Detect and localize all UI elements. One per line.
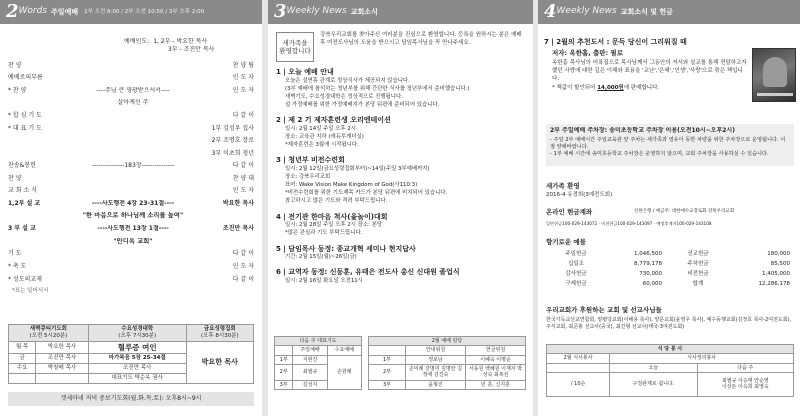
order-left: 교 회 소 식 [8,187,37,195]
offering-category: 감사헌금 [565,270,587,277]
offering-row [546,249,794,259]
news-line: 장소: 교육관 지하 (에듀투게더실) [285,134,364,141]
worship-order-list [0,53,262,286]
table-row: 1부 지현진 손원래 [275,355,362,364]
page-number: 3 [274,0,286,22]
table-row: 2부 손미례 강명미 김명란 김정애 김진숙 서동원 백혜원 이재자 박성숙 최복선 [369,364,526,380]
news-item [276,268,526,285]
order-left: * 찬 양 [8,86,27,94]
order-middle: "안디옥 교회" [113,237,153,245]
header-subtitle: Weekly News [286,6,347,17]
order-row [8,198,254,211]
leader-label: 예배인도: [124,38,150,45]
news-line: 일시: 2월 12일(금요성령집회부터)~14일(주일 3부예배까지) [285,166,430,173]
order-right: 인 도 자 [232,187,254,195]
table-row: 월·목 박요한 목사 혈루증 여인 박요한 목사 [9,341,254,353]
offering-amount: 12,286,178 [758,280,790,287]
book-title: 7 | 2월의 추천도서 : 문득 당신이 그리워질 때 [544,38,687,46]
news-line: *많은 관심과 기도 부탁드립니다. [285,230,363,237]
news-title: 5 | 담임목사 동정: 종교개혁 세미나 현지답사 [276,244,416,253]
order-left: 찬 양 [8,174,22,182]
order-row [8,59,254,72]
news-item [276,245,526,262]
order-right: 찬 양 팀 [232,61,254,69]
header-subtitle: Words [18,6,48,17]
offering-category: 합계 [692,280,704,287]
offering-amount: 730,000 [639,270,662,277]
duty-table: 2월 예배 담당 안내위원 헌금위원 1부 정로남 이혜숙 이명순 2부 손미례 강명미 김명란 김정애 김진숙 서동원 백혜원 이재자 박성숙 최복선 3부 윤형진 민 훈, 신지훈 [368,336,526,390]
welcome-box: 새가족을 환영합니다 [276,32,314,62]
page-number: 2 [6,0,18,22]
service-header: 새벽큐티기도회 (오전 5시20분) [9,325,89,342]
news-line: 일시: 2월 14일 주일 오후 2시 [285,125,356,132]
mission-section: 우리교회가 후원하는 교회 및 선교사님들 한국기독교선교연합회, 양평당교회(이해용 목사), 양문교회(윤영우 목사), 예수동행교회(김정호 목사-2여전도회), 주식교회, 최준홍 선교사(중국), 최진형 선교사(태국-3여전도회) [546,306,792,331]
news-title: 3 | 청년부 비전수련회 [276,156,345,165]
order-right: 다 같 이 [232,275,254,283]
page-news-offering [538,0,800,416]
page-header [0,0,262,24]
book-price: * 책값이 할인되어 14,000원에 판매합니다. [552,84,660,91]
order-left: 예배로의부름 [8,74,43,82]
offering-amount: 60,000 [642,280,662,287]
order-right: 박요한 목사 [222,200,254,208]
order-right: 2부 조명호 장로 [211,137,254,145]
order-row [8,160,254,173]
order-row [8,97,254,110]
offering-amount: 8,779,178 [634,260,662,267]
order-left: * 대 표 기 도 [8,124,42,132]
order-middle: ----주님 큰 영광받으셔서---- [96,86,170,94]
news-line: 기간: 2월 15일(월)~26일(금) [285,254,357,261]
offering-row [546,259,794,269]
order-right: 조진만 목사 [222,225,254,233]
header-title: 주일예배 [51,7,79,16]
order-row [8,273,254,286]
order-row [8,147,254,160]
table-row: 3부 길성지 [275,380,362,389]
news-line: 장소: 강북우리교회 [285,174,331,181]
offering-table [546,249,794,289]
order-row [8,122,254,135]
order-left: 3 부 설 교 [8,225,36,233]
news-item [276,68,526,109]
offering-amount: 85,500 [770,260,790,267]
offering-category: 주일헌금 [565,250,587,257]
order-left: * 합 심 기 도 [8,111,42,119]
prayer-table: 다음 주 대표기도 주일예배 수요예배 1부 지현진 손원래 2부 최필규 3부 길성지 [274,336,362,390]
order-right: 다 같 이 [232,111,254,119]
service-header: 금요성령집회 (오후 8시30분) [186,325,253,342]
table-row: / 10순 구청관계로 쉽니다. 최필규 이승태 안순영 이상돈 이옥희 최영숙 [547,372,794,396]
news-item [276,156,526,205]
offering-row [546,269,794,279]
offering-amount: 1,046,500 [634,250,662,257]
order-right: 1부 김성우 집사 [211,124,254,132]
order-left: 찬송&봉헌 [8,162,36,170]
order-middle: 살아계신 주 [117,99,149,107]
page-header [268,0,533,24]
news-line: *제자훈련은 3월에 시작됩니다. [285,142,359,149]
order-right: 찬 양 대 [232,174,254,182]
order-row [8,185,254,198]
news-title: 1 | 오늘 예배 안내 [276,68,334,76]
book-author: 저자: 옥한흠, 출판: 필로 [552,48,623,57]
header-title: 교회소식 [350,7,378,16]
order-right: 3부 이초희 청년 [211,149,254,157]
header-subtitle: Weekly News [556,6,617,17]
order-row [8,210,254,223]
book-section [544,38,796,104]
prayer-meeting-footer: 겟세마네 저녁 중보기도회(월.화.목.토): 오후8시~9시 [8,392,254,406]
offering-row [546,279,794,289]
newfamily-section: 새가족 환영 2016-4 유정희(3예전도회) [546,182,613,199]
book-description: 옥한흠 목사님의 어록집으로 목사님께서 그동안의 저서와 설교를 통해 전달하고자 했던 사랑에 대한 깊은 이해와 표용을 '교난','은혜','인생','사랑'으로 묶은 책입니다. [552,59,747,82]
news-line: 일시: 2월 16일 화요일 오전11시 [285,278,363,285]
table-row: 3부 윤형진 민 훈, 신지훈 [369,380,526,389]
parking-notice: 2부 주일예배 주차장: 송미초등학교 주차장 이용(오전10시~오후2시) - 주일 2부 예배시간 주일교육관 앞 주차는 새가족과 영유아 동반 차량을 위한 주차장으로 운영됩니다. 이 점 양해바랍니다. - 1부 예배 시간에 송미초등학교 주차장은 운영하지 않으며, 교회 주차장을 사용하실 수 있습니다. [546,124,794,166]
offering-category: 십일조 [568,260,584,267]
online-account-section: 온라인 현금계좌 신한은행 / 예금주: 대한예수교장로회 강북우리교회 일반헌금100-029-143072 · 비전헌금100-029-143097 · 예정후계자100-029-143108 [546,208,735,227]
order-row [8,135,254,148]
order-left: * 성도의교제 [8,275,42,283]
order-middle: "한 마음으로 하나님께 소리를 높여" [82,212,184,220]
order-middle: ----사도행전 13장 1절---- [97,225,169,233]
leader-item: 1, 2부 - 박요한 목사 [153,38,208,45]
page-number: 4 [544,0,556,22]
table-row: 수요 박창배 목사 조진만 목사 [9,364,254,374]
page-worship-order [0,0,262,416]
leader-item: 3부 - 조진만 목사 [168,45,215,53]
order-row [8,261,254,274]
order-left: 1,2부 설 교 [8,200,41,208]
order-row [8,84,254,97]
order-right: 인 도 자 [232,86,254,94]
order-right: 인 도 자 [232,74,254,82]
order-middle: ----사도행전 4장 23-31절---- [91,200,175,208]
parking-line: - 1부 예배 시간에 송미초등학교 주차장은 운영하지 않으며, 교회 주차장을 사용하실 수 있습니다. [550,151,769,158]
page-church-news [268,0,533,416]
offering-category: 선교헌금 [687,250,709,257]
order-row [8,248,254,261]
news-title: 2 | 제 2 기 제자훈련생 오리엔테이션 [276,116,391,125]
order-left: 찬 양 [8,61,22,69]
news-line: 오늘은 설연휴 관계로 정상식사가 제공되지 않습니다. [285,77,410,84]
news-line: 표어: Wake Vision Make Kingdom of God(사110:3) [285,182,418,189]
page-header [538,0,800,24]
offering-category: 비전헌금 [687,270,709,277]
order-left: 기 도 [8,250,22,258]
table-row: 2부 최필규 [275,364,362,380]
meal-table: 식 당 봉 사 2월 식사봉사 식사정리봉사 오늘 다음 주 / 10순 구청관계로 쉽니다. 최필규 이승태 안순영 이상돈 이옥희 최영숙 [546,344,794,397]
table-row: 1부 정로남 이혜숙 이명순 [369,355,526,364]
standing-note: *표는 일어서서 [12,287,49,294]
order-row [8,223,254,236]
news-line: *비전수련회를 위한 기도제목 카드가 본당 뒤편에 비치되어 있습니다. [285,190,448,197]
header-title: 교회소식 및 헌금 [620,7,673,16]
news-line: 참고하시고 많은 기도와 격려 부탁드립니다. [285,198,388,205]
order-right: 인 도 자 [232,263,254,271]
news-item [276,213,526,238]
news-line: 새벽기도, 수요성경대학은 정상적으로 진행됩니다. [285,93,403,100]
order-row [8,235,254,248]
order-left: * 축 도 [8,263,27,271]
book-cover-image [752,48,796,102]
welcome-section [276,32,526,62]
news-line: 일시: 2월 28일 주일 오후 2시 장소: 본당 [285,222,383,229]
news-list [276,68,526,285]
offering-amount: 1,405,000 [762,270,790,277]
order-right: 다 같 이 [232,162,254,170]
order-row [8,72,254,85]
services-table [8,324,254,384]
worship-leaders [0,24,262,53]
welcome-text: 강북우리교회를 찾아주신 여러분을 진심으로 환영합니다. 등록을 원하시는 분은 예배 후 여전도사님의 도움을 받으시고 담임목사님을 꼭 만나주세요. [320,32,522,46]
service-header: 수요성경대학 (오후 7시30분) [88,325,186,342]
table-row: 금 조진만 목사 마가복음 5장 25-34절 [9,354,254,364]
news-line: (3부 예배에 참석하는 청년부를 위해 간단한 식사를 청년부에서 준비했습니다.) [285,85,470,92]
order-row [8,172,254,185]
offering-amount: 180,000 [767,250,790,257]
table-row: 대표기도 박순옥 권사 [9,373,254,383]
order-row [8,109,254,122]
news-item [276,116,526,149]
order-middle: ---------------183장--------------- [91,162,175,170]
service-times: 1부 오전 8:00 / 2부 오전 10:50 / 3부 오후 2:00 [84,8,205,15]
order-right: 다 같 이 [232,250,254,258]
news-line: 설 가정예배를 위한 가정예배지가 본당 뒤편에 준비되어 있습니다. [285,102,440,109]
news-title: 4 | 전기관 한마음 척사(윷놀이)대회 [276,212,388,221]
offering-category: 구제헌금 [565,280,587,287]
news-title: 6 | 교역자 동정: 신동훈, 유태은 전도사 총신 신대원 졸업식 [276,268,460,277]
offering-section: 향기로운 예물 주일헌금 1,046,500 선교헌금 180,000 십일조 8,779,178 주차헌금 85,500 감사헌금 730,000 비전헌금 1,405,000 구제헌금 60,000 합계 12,286,178 [546,238,794,289]
parking-line: - 주일 2부 예배시간 주일교육관 앞 주차는 새가족과 영유아 동반 차량을 위한 주차장으로 운영됩니다. 이 점 양해바랍니다. [550,136,786,150]
offering-category: 주차헌금 [687,260,709,267]
